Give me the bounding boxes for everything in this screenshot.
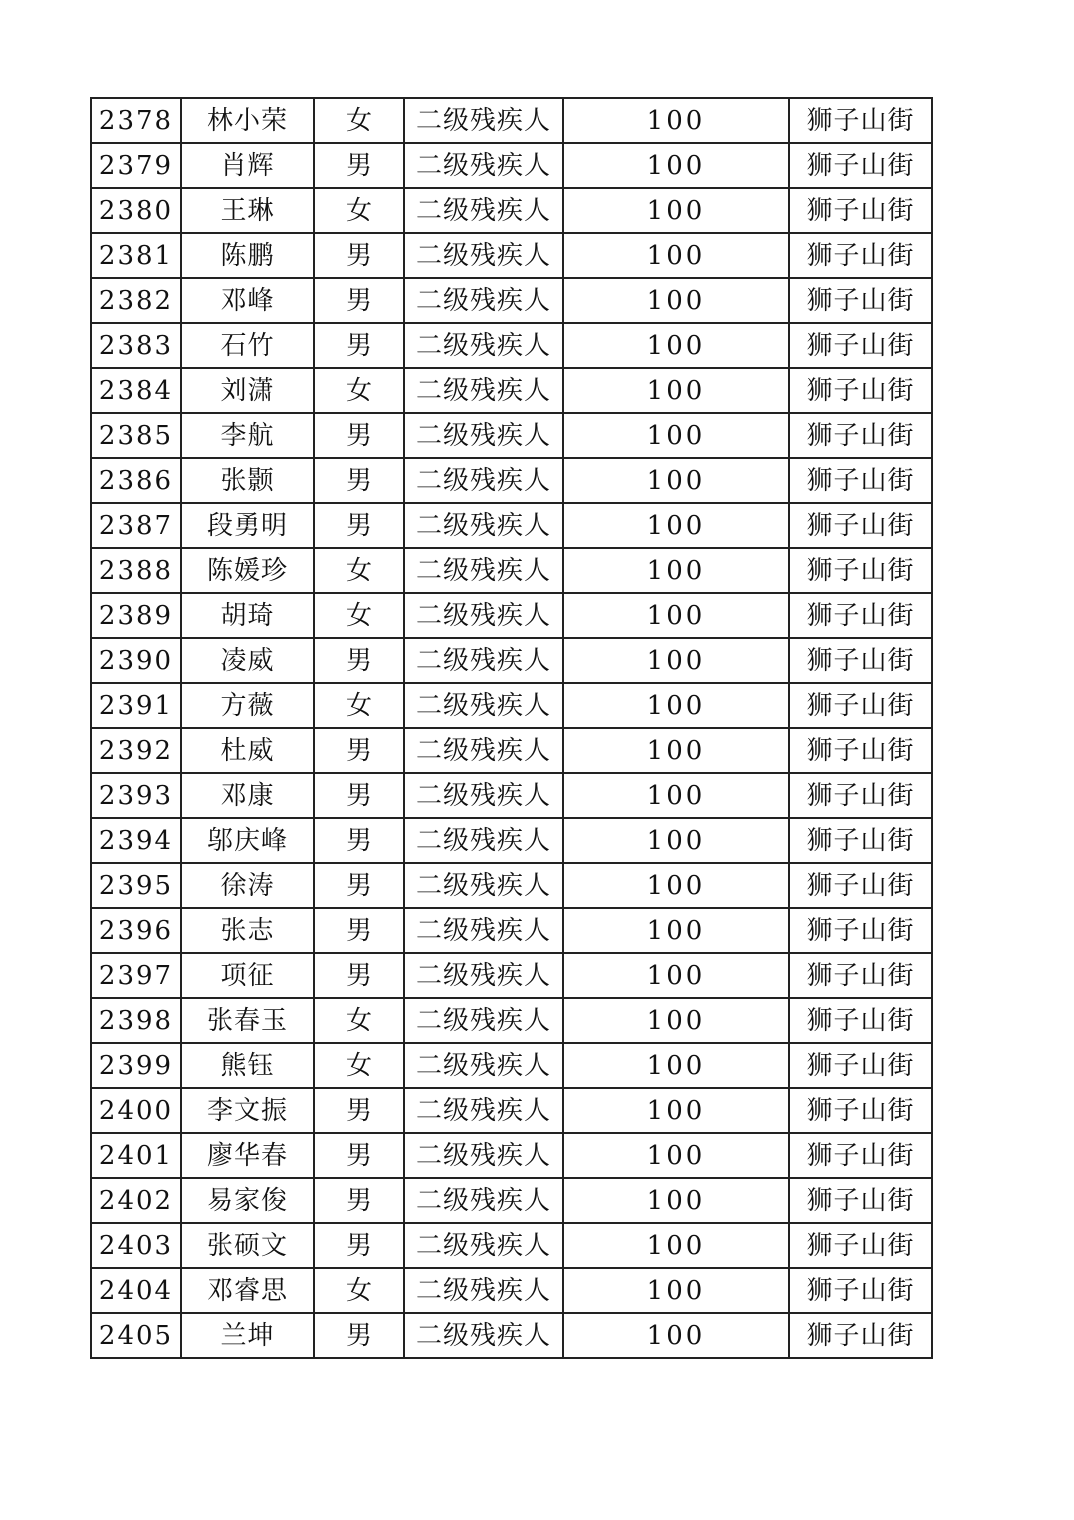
amount-cell: 100 <box>563 1088 789 1133</box>
gender-cell: 男 <box>314 728 404 773</box>
row-number-cell: 2383 <box>91 323 181 368</box>
amount-cell: 100 <box>563 1133 789 1178</box>
amount-cell: 100 <box>563 908 789 953</box>
amount-cell: 100 <box>563 278 789 323</box>
table-row <box>91 953 932 998</box>
amount-cell: 100 <box>563 233 789 278</box>
table-row <box>91 773 932 818</box>
disability-level-cell: 二级残疾人 <box>404 413 563 458</box>
row-number-cell: 2388 <box>91 548 181 593</box>
row-number-cell: 2390 <box>91 638 181 683</box>
name-cell: 刘潇 <box>181 368 314 413</box>
gender-cell: 女 <box>314 368 404 413</box>
street-cell: 狮子山街 <box>789 728 932 773</box>
amount-cell: 100 <box>563 863 789 908</box>
gender-cell: 男 <box>314 818 404 863</box>
disability-level-cell: 二级残疾人 <box>404 323 563 368</box>
gender-cell: 男 <box>314 278 404 323</box>
disability-level-cell: 二级残疾人 <box>404 638 563 683</box>
row-number-cell: 2404 <box>91 1268 181 1313</box>
name-cell: 张硕文 <box>181 1223 314 1268</box>
table-row <box>91 1178 932 1223</box>
table-row <box>91 1223 932 1268</box>
disability-level-cell: 二级残疾人 <box>404 953 563 998</box>
amount-cell: 100 <box>563 593 789 638</box>
table-row <box>91 143 932 188</box>
amount-cell: 100 <box>563 503 789 548</box>
roster-body <box>91 98 932 1358</box>
table-row <box>91 368 932 413</box>
gender-cell: 男 <box>314 1133 404 1178</box>
table-row <box>91 278 932 323</box>
name-cell: 凌威 <box>181 638 314 683</box>
row-number-cell: 2378 <box>91 98 181 143</box>
disability-level-cell: 二级残疾人 <box>404 1223 563 1268</box>
amount-cell: 100 <box>563 818 789 863</box>
row-number-cell: 2379 <box>91 143 181 188</box>
disability-level-cell: 二级残疾人 <box>404 773 563 818</box>
name-cell: 廖华春 <box>181 1133 314 1178</box>
gender-cell: 男 <box>314 863 404 908</box>
disability-level-cell: 二级残疾人 <box>404 98 563 143</box>
disability-level-cell: 二级残疾人 <box>404 998 563 1043</box>
gender-cell: 女 <box>314 188 404 233</box>
row-number-cell: 2384 <box>91 368 181 413</box>
amount-cell: 100 <box>563 1268 789 1313</box>
gender-cell: 男 <box>314 1088 404 1133</box>
gender-cell: 女 <box>314 998 404 1043</box>
amount-cell: 100 <box>563 458 789 503</box>
disability-level-cell: 二级残疾人 <box>404 503 563 548</box>
name-cell: 胡琦 <box>181 593 314 638</box>
street-cell: 狮子山街 <box>789 953 932 998</box>
amount-cell: 100 <box>563 323 789 368</box>
street-cell: 狮子山街 <box>789 1223 932 1268</box>
row-number-cell: 2402 <box>91 1178 181 1223</box>
row-number-cell: 2399 <box>91 1043 181 1088</box>
name-cell: 李航 <box>181 413 314 458</box>
amount-cell: 100 <box>563 188 789 233</box>
disability-level-cell: 二级残疾人 <box>404 368 563 413</box>
gender-cell: 女 <box>314 548 404 593</box>
gender-cell: 女 <box>314 593 404 638</box>
row-number-cell: 2386 <box>91 458 181 503</box>
row-number-cell: 2395 <box>91 863 181 908</box>
row-number-cell: 2392 <box>91 728 181 773</box>
amount-cell: 100 <box>563 773 789 818</box>
disability-level-cell: 二级残疾人 <box>404 548 563 593</box>
gender-cell: 男 <box>314 1313 404 1358</box>
table-row <box>91 638 932 683</box>
row-number-cell: 2387 <box>91 503 181 548</box>
street-cell: 狮子山街 <box>789 233 932 278</box>
table-row <box>91 548 932 593</box>
table-row <box>91 413 932 458</box>
amount-cell: 100 <box>563 413 789 458</box>
street-cell: 狮子山街 <box>789 98 932 143</box>
row-number-cell: 2401 <box>91 1133 181 1178</box>
gender-cell: 男 <box>314 233 404 278</box>
amount-cell: 100 <box>563 728 789 773</box>
table-row <box>91 593 932 638</box>
disability-level-cell: 二级残疾人 <box>404 863 563 908</box>
street-cell: 狮子山街 <box>789 998 932 1043</box>
row-number-cell: 2382 <box>91 278 181 323</box>
amount-cell: 100 <box>563 98 789 143</box>
street-cell: 狮子山街 <box>789 1088 932 1133</box>
gender-cell: 男 <box>314 953 404 998</box>
street-cell: 狮子山街 <box>789 1178 932 1223</box>
disability-level-cell: 二级残疾人 <box>404 908 563 953</box>
table-row <box>91 323 932 368</box>
table-row <box>91 908 932 953</box>
gender-cell: 男 <box>314 1178 404 1223</box>
name-cell: 徐涛 <box>181 863 314 908</box>
disability-level-cell: 二级残疾人 <box>404 1133 563 1178</box>
table-row <box>91 188 932 233</box>
amount-cell: 100 <box>563 953 789 998</box>
table-row <box>91 1088 932 1133</box>
name-cell: 陈鹏 <box>181 233 314 278</box>
row-number-cell: 2394 <box>91 818 181 863</box>
disability-level-cell: 二级残疾人 <box>404 143 563 188</box>
name-cell: 方薇 <box>181 683 314 728</box>
name-cell: 段勇明 <box>181 503 314 548</box>
disability-level-cell: 二级残疾人 <box>404 1043 563 1088</box>
row-number-cell: 2385 <box>91 413 181 458</box>
disability-level-cell: 二级残疾人 <box>404 188 563 233</box>
street-cell: 狮子山街 <box>789 1313 932 1358</box>
row-number-cell: 2391 <box>91 683 181 728</box>
amount-cell: 100 <box>563 548 789 593</box>
row-number-cell: 2389 <box>91 593 181 638</box>
table-row <box>91 98 932 143</box>
disability-level-cell: 二级残疾人 <box>404 1313 563 1358</box>
street-cell: 狮子山街 <box>789 323 932 368</box>
name-cell: 林小荣 <box>181 98 314 143</box>
gender-cell: 男 <box>314 413 404 458</box>
street-cell: 狮子山街 <box>789 278 932 323</box>
gender-cell: 男 <box>314 143 404 188</box>
table-row <box>91 998 932 1043</box>
row-number-cell: 2380 <box>91 188 181 233</box>
street-cell: 狮子山街 <box>789 773 932 818</box>
table-row <box>91 1313 932 1358</box>
gender-cell: 男 <box>314 638 404 683</box>
name-cell: 熊钰 <box>181 1043 314 1088</box>
street-cell: 狮子山街 <box>789 638 932 683</box>
name-cell: 陈媛珍 <box>181 548 314 593</box>
disability-level-cell: 二级残疾人 <box>404 728 563 773</box>
disability-level-cell: 二级残疾人 <box>404 683 563 728</box>
disability-level-cell: 二级残疾人 <box>404 1178 563 1223</box>
gender-cell: 男 <box>314 503 404 548</box>
disability-level-cell: 二级残疾人 <box>404 593 563 638</box>
row-number-cell: 2393 <box>91 773 181 818</box>
gender-cell: 女 <box>314 1268 404 1313</box>
disability-level-cell: 二级残疾人 <box>404 818 563 863</box>
name-cell: 张志 <box>181 908 314 953</box>
name-cell: 项征 <box>181 953 314 998</box>
name-cell: 李文振 <box>181 1088 314 1133</box>
table-row <box>91 458 932 503</box>
disability-level-cell: 二级残疾人 <box>404 458 563 503</box>
name-cell: 易家俊 <box>181 1178 314 1223</box>
name-cell: 邓康 <box>181 773 314 818</box>
name-cell: 邬庆峰 <box>181 818 314 863</box>
amount-cell: 100 <box>563 368 789 413</box>
amount-cell: 100 <box>563 1223 789 1268</box>
table-row <box>91 1268 932 1313</box>
table-row <box>91 683 932 728</box>
name-cell: 邓峰 <box>181 278 314 323</box>
street-cell: 狮子山街 <box>789 1133 932 1178</box>
street-cell: 狮子山街 <box>789 683 932 728</box>
gender-cell: 男 <box>314 908 404 953</box>
table-row <box>91 503 932 548</box>
gender-cell: 女 <box>314 1043 404 1088</box>
street-cell: 狮子山街 <box>789 188 932 233</box>
gender-cell: 女 <box>314 98 404 143</box>
name-cell: 兰坤 <box>181 1313 314 1358</box>
table-row <box>91 1043 932 1088</box>
street-cell: 狮子山街 <box>789 908 932 953</box>
street-cell: 狮子山街 <box>789 143 932 188</box>
name-cell: 张颢 <box>181 458 314 503</box>
name-cell: 王琳 <box>181 188 314 233</box>
street-cell: 狮子山街 <box>789 818 932 863</box>
name-cell: 肖辉 <box>181 143 314 188</box>
row-number-cell: 2400 <box>91 1088 181 1133</box>
row-number-cell: 2398 <box>91 998 181 1043</box>
table-row <box>91 728 932 773</box>
table-row <box>91 818 932 863</box>
gender-cell: 男 <box>314 323 404 368</box>
street-cell: 狮子山街 <box>789 1268 932 1313</box>
street-cell: 狮子山街 <box>789 548 932 593</box>
name-cell: 杜威 <box>181 728 314 773</box>
disability-level-cell: 二级残疾人 <box>404 233 563 278</box>
gender-cell: 男 <box>314 458 404 503</box>
street-cell: 狮子山街 <box>789 368 932 413</box>
row-number-cell: 2405 <box>91 1313 181 1358</box>
disability-level-cell: 二级残疾人 <box>404 278 563 323</box>
gender-cell: 女 <box>314 683 404 728</box>
row-number-cell: 2397 <box>91 953 181 998</box>
street-cell: 狮子山街 <box>789 458 932 503</box>
amount-cell: 100 <box>563 998 789 1043</box>
street-cell: 狮子山街 <box>789 503 932 548</box>
roster-table <box>90 97 933 1359</box>
row-number-cell: 2396 <box>91 908 181 953</box>
table-row <box>91 1133 932 1178</box>
name-cell: 石竹 <box>181 323 314 368</box>
street-cell: 狮子山街 <box>789 413 932 458</box>
table-row <box>91 233 932 278</box>
amount-cell: 100 <box>563 1043 789 1088</box>
street-cell: 狮子山街 <box>789 863 932 908</box>
row-number-cell: 2403 <box>91 1223 181 1268</box>
street-cell: 狮子山街 <box>789 1043 932 1088</box>
street-cell: 狮子山街 <box>789 593 932 638</box>
amount-cell: 100 <box>563 1178 789 1223</box>
gender-cell: 男 <box>314 1223 404 1268</box>
amount-cell: 100 <box>563 638 789 683</box>
disability-level-cell: 二级残疾人 <box>404 1088 563 1133</box>
amount-cell: 100 <box>563 1313 789 1358</box>
disability-level-cell: 二级残疾人 <box>404 1268 563 1313</box>
table-row <box>91 863 932 908</box>
name-cell: 邓睿思 <box>181 1268 314 1313</box>
amount-cell: 100 <box>563 143 789 188</box>
row-number-cell: 2381 <box>91 233 181 278</box>
name-cell: 张春玉 <box>181 998 314 1043</box>
amount-cell: 100 <box>563 683 789 728</box>
gender-cell: 男 <box>314 773 404 818</box>
